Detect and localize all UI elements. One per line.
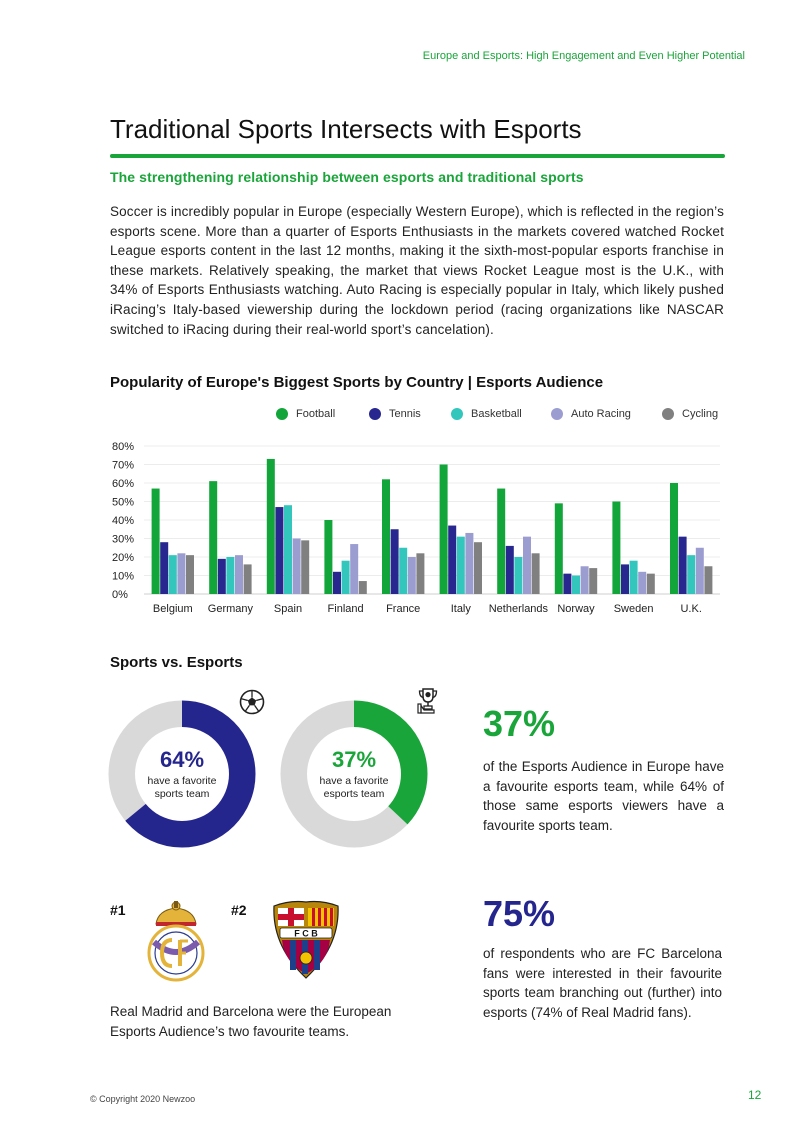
section-title: Sports vs. Esports <box>110 654 243 671</box>
trophy-icon <box>414 686 442 716</box>
header-note: Europe and Esports: High Engagement and Even Higher Potential <box>422 50 745 62</box>
x-tick-label: Norway <box>557 603 595 615</box>
legend-cycling <box>662 408 718 420</box>
bar-basketball <box>457 537 465 594</box>
bar-tennis <box>160 542 168 594</box>
chart-title: Popularity of Europe's Biggest Sports by Country | Esports Audience <box>110 374 604 391</box>
y-tick-label: 80% <box>112 441 135 453</box>
x-tick-label: U.K. <box>680 603 702 615</box>
y-tick-label: 20% <box>112 552 135 564</box>
barcelona-crest-letters: F C B <box>294 928 318 939</box>
bar-auto-racing <box>581 566 589 594</box>
page-subtitle: The strengthening relationship between esports and traditional sports <box>110 169 584 185</box>
bar-football <box>440 465 448 595</box>
bar-auto-racing <box>523 537 531 594</box>
legend-dot-basketball <box>451 408 463 420</box>
bar-basketball <box>169 555 177 594</box>
bar-cycling <box>589 568 597 594</box>
legend-dot-football <box>276 408 288 420</box>
bar-cycling <box>186 555 194 594</box>
bar-cycling <box>474 542 482 594</box>
bar-cycling <box>416 553 424 594</box>
rank-2: #2 <box>231 902 247 918</box>
bar-basketball <box>399 548 407 594</box>
soccer-ball-icon <box>238 688 266 716</box>
legend-label-basketball: Basketball <box>471 408 522 420</box>
bar-football <box>209 481 217 594</box>
page-title: Traditional Sports Intersects with Esports <box>110 114 582 144</box>
stat-esports-favourite: 37% <box>483 703 556 744</box>
bar-auto-racing <box>408 557 416 594</box>
y-tick-label: 0% <box>112 589 128 601</box>
legend-auto-racing <box>551 408 631 420</box>
real-madrid-crest <box>144 900 208 982</box>
legend-dot-tennis <box>369 408 381 420</box>
y-tick-label: 60% <box>112 478 135 490</box>
bar-cycling <box>704 566 712 594</box>
bar-tennis <box>679 537 687 594</box>
legend-dot-auto-racing <box>551 408 563 420</box>
x-tick-label: Spain <box>273 603 303 615</box>
bar-basketball <box>226 557 234 594</box>
bar-cycling <box>359 581 367 594</box>
bar-tennis <box>448 526 456 594</box>
bar-football <box>670 483 678 594</box>
x-tick-label: Belgium <box>152 603 193 615</box>
stat-barcelona-fans: 75% <box>483 893 556 934</box>
barcelona-crest <box>270 900 342 980</box>
bar-cycling <box>244 564 252 594</box>
bar-cycling <box>647 574 655 594</box>
bar-football <box>152 489 160 594</box>
bar-basketball <box>284 505 292 594</box>
teams-caption: Real Madrid and Barcelona were the European Esports Audience’s two favourite teams. <box>110 1004 392 1039</box>
bar-tennis <box>391 529 399 594</box>
rank-1: #1 <box>110 902 126 918</box>
bar-basketball <box>630 561 638 594</box>
y-tick-label: 50% <box>112 496 135 509</box>
bar-football <box>497 489 505 594</box>
bar-tennis <box>333 572 341 594</box>
bar-basketball <box>342 561 350 594</box>
legend-tennis <box>369 408 421 420</box>
legend-basketball <box>451 408 522 420</box>
legend-label-auto-racing: Auto Racing <box>571 408 631 420</box>
bar-cycling <box>532 553 540 594</box>
bar-basketball <box>572 576 580 595</box>
donut-pct-sports: 64% <box>159 746 205 772</box>
bar-tennis <box>506 546 514 594</box>
bar-auto-racing <box>350 544 358 594</box>
x-tick-label: Sweden <box>613 603 654 615</box>
copyright: © Copyright 2020 Newzoo <box>90 1094 196 1104</box>
y-tick-label: 70% <box>112 459 135 472</box>
y-tick-label: 40% <box>112 515 135 527</box>
bar-football <box>612 502 620 595</box>
esports-team-donut <box>280 700 428 848</box>
bar-football <box>324 520 332 594</box>
bar-tennis <box>275 507 283 594</box>
legend-label-tennis: Tennis <box>389 408 421 420</box>
bar-chart <box>108 436 728 622</box>
stat-esports-favourite-text: of the Esports Audience in Europe have a favourite esports team, while 64% of those same esports viewers have a favourite sports team. <box>483 759 724 833</box>
donut-caption-esports: have a favorite esports team <box>319 774 389 800</box>
donut-pct-esports: 37% <box>331 746 377 772</box>
bar-football <box>555 503 563 594</box>
stat-barcelona-fans-text: of respondents who are FC Barcelona fans were interested in their favourite sports team branching out (further) into esports (74% of Real Madrid fans). <box>483 946 722 1020</box>
bar-basketball <box>687 555 695 594</box>
page-number: 12 <box>748 1088 762 1102</box>
x-tick-label: Italy <box>450 603 471 615</box>
bar-auto-racing <box>177 553 185 594</box>
bar-tennis <box>218 559 226 594</box>
bar-tennis <box>621 564 629 594</box>
x-tick-label: Netherlands <box>488 603 549 615</box>
y-tick-label: 30% <box>112 533 135 546</box>
legend-label-cycling: Cycling <box>682 408 719 420</box>
bar-tennis <box>563 574 571 594</box>
sports-team-donut <box>108 700 256 848</box>
bar-cycling <box>301 540 309 594</box>
bar-football <box>267 459 275 594</box>
donut-caption-sports: have a favorite sports team <box>147 774 217 800</box>
y-tick-label: 10% <box>112 570 135 583</box>
bar-auto-racing <box>696 548 704 594</box>
bar-auto-racing <box>293 539 301 595</box>
bar-football <box>382 479 390 594</box>
bar-auto-racing <box>465 533 473 594</box>
bar-auto-racing <box>638 572 646 594</box>
bar-auto-racing <box>235 555 243 594</box>
bar-basketball <box>514 557 522 594</box>
legend-football <box>276 408 335 420</box>
body-paragraph: Soccer is incredibly popular in Europe (especially Western Europe), which is reflected in the region’s esports scene. More than a quarter of Esports Enthusiasts in the markets covered watched Rocket League esports content in the last 12 months, making it the sixth-most-popular esports franchise in these markets. Relatively speaking, the market that views Rocket League most is the U.K., with 34% of Esports Enthusiasts watching. Auto Racing is especially popular in Italy, which likely pushed iRacing’s Italy-based viewership during the lockdown period (racing organizations like NASCAR switched to iRacing during their real-world sport’s cancelation). <box>110 204 724 337</box>
x-tick-label: France <box>386 603 421 615</box>
x-tick-label: Finland <box>327 603 364 615</box>
legend-dot-cycling <box>662 408 674 420</box>
title-rule <box>110 154 725 158</box>
legend-label-football: Football <box>296 408 336 420</box>
x-tick-label: Germany <box>207 603 254 615</box>
